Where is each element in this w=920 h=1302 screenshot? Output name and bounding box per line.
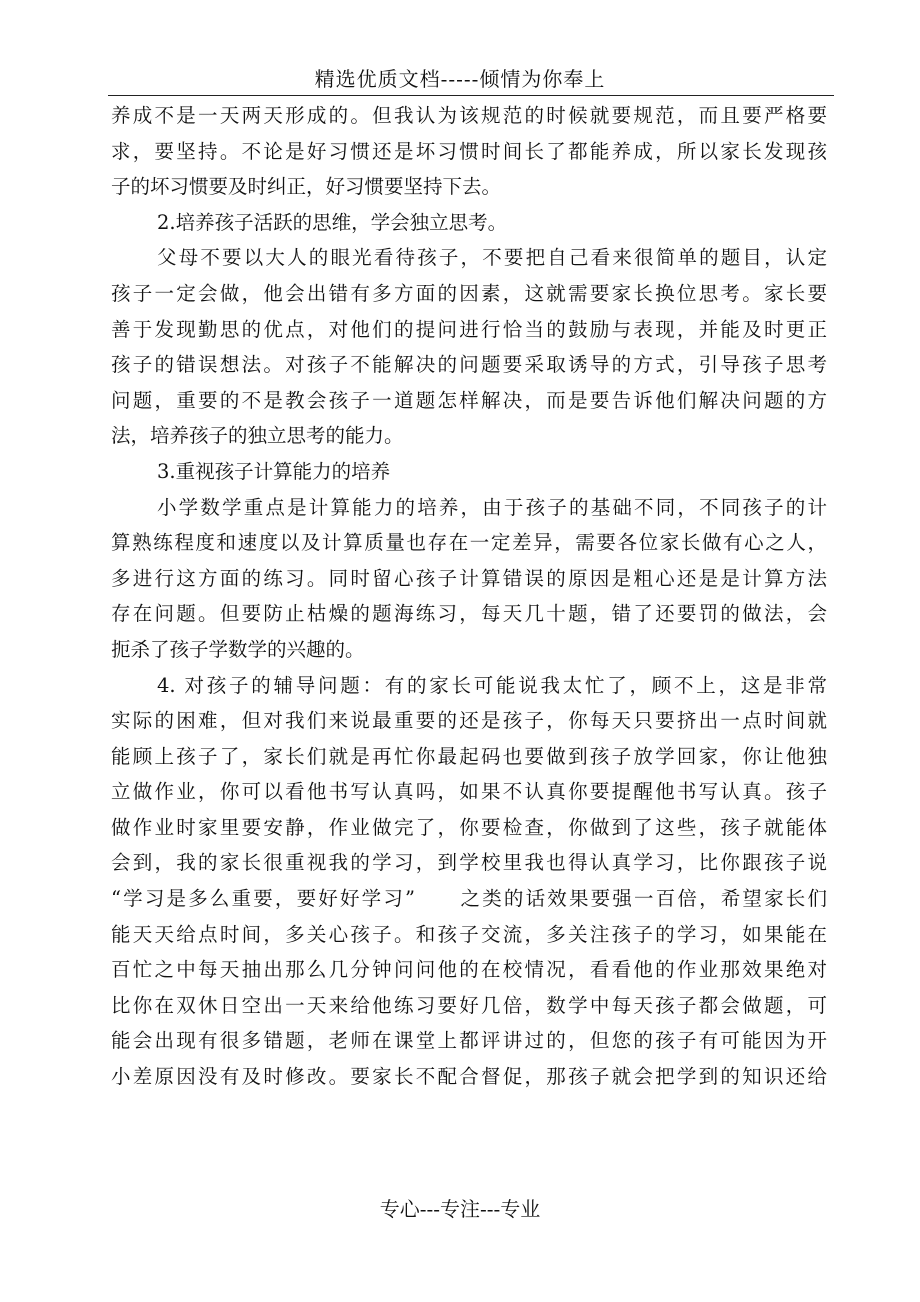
text-line: 百忙之中每天抽出那么几分钟问问他的在校情况，看看他的作业那效果绝对	[111, 958, 827, 982]
text-line: 做作业时家里要安静，作业做完了，你要检查，你做到了这些，孩子就能体	[111, 815, 827, 839]
text-line: 比你在双休日空出一天来给他练习要好几倍，数学中每天孩子都会做题，可	[111, 993, 827, 1017]
text-line: 孩子一定会做，他会出错有多方面的因素，这就需要家长换位思考。家长要	[111, 281, 827, 305]
text-line: 存在问题。但要防止枯燥的题海练习，每天几十题，错了还要罚的做法，会	[111, 602, 827, 626]
text-line: 会到，我的家长很重视我的学习，到学校里我也得认真学习，比你跟孩子说	[111, 851, 827, 875]
text-line: 算熟练程度和速度以及计算质量也存在一定差异，需要各位家长做有心之人，	[111, 531, 827, 555]
text-line: 实际的困难，但对我们来说最重要的还是孩子，你每天只要挤出一点时间就	[111, 709, 827, 733]
text-line: 能顾上孩子了，家长们就是再忙你最起码也要做到孩子放学回家，你让他独	[111, 744, 827, 768]
text-line: “学习是多么重要，要好好学习” 之类的话效果要强一百倍，希望家长们	[111, 887, 827, 911]
text-line: 养成不是一天两天形成的。但我认为该规范的时候就要规范，而且要严格要	[111, 104, 827, 127]
text-line: 子的坏习惯要及时纠正，好习惯要坚持下去。	[111, 175, 502, 199]
text-line: 能会出现有很多错题，老师在课堂上都评讲过的，但您的孩子有可能因为开	[111, 1029, 827, 1053]
text-line: 善于发现勤思的优点，对他们的提问进行恰当的鼓励与表现，并能及时更正	[111, 317, 827, 341]
text-line: 求，要坚持。不论是好习惯还是坏习惯时间长了都能养成，所以家长发现孩	[111, 139, 827, 163]
page-header: 精选优质文档-----倾情为你奉上	[314, 67, 606, 91]
text-line: 法，培养孩子的独立思考的能力。	[111, 424, 404, 448]
section-heading-4: 4. 对孩子的辅导问题：有的家长可能说我太忙了，顾不上，这是非常	[157, 673, 827, 697]
text-line: 小学数学重点是计算能力的培养，由于孩子的基础不同，不同孩子的计	[157, 495, 827, 519]
page-footer: 专心---专注---专业	[379, 1197, 541, 1221]
section-heading-3: 3.重视孩子计算能力的培养	[157, 459, 391, 483]
text-line: 父母不要以大人的眼光看待孩子，不要把自己看来很简单的题目，认定	[157, 246, 827, 270]
section-heading-2: 2.培养孩子活跃的思维，学会独立思考。	[157, 210, 508, 234]
text-line: 多进行这方面的练习。同时留心孩子计算错误的原因是粗心还是是计算方法	[111, 566, 827, 590]
text-line: 小差原因没有及时修改。要家长不配合督促，那孩子就会把学到的知识还给	[111, 1065, 827, 1089]
text-line: 能天天给点时间，多关心孩子。和孩子交流，多关注孩子的学习，如果能在	[111, 922, 827, 946]
document-body	[111, 98, 827, 1095]
text-line: 立做作业，你可以看他书写认真吗，如果不认真你要提醒他书写认真。孩子	[111, 780, 827, 804]
text-line: 扼杀了孩子学数学的兴趣的。	[111, 637, 365, 661]
text-line: 孩子的错误想法。对孩子不能解决的问题要采取诱导的方式，引导孩子思考	[111, 353, 827, 377]
header-divider	[108, 95, 834, 96]
text-line: 问题，重要的不是教会孩子一道题怎样解决，而是要告诉他们解决问题的方	[111, 388, 827, 412]
